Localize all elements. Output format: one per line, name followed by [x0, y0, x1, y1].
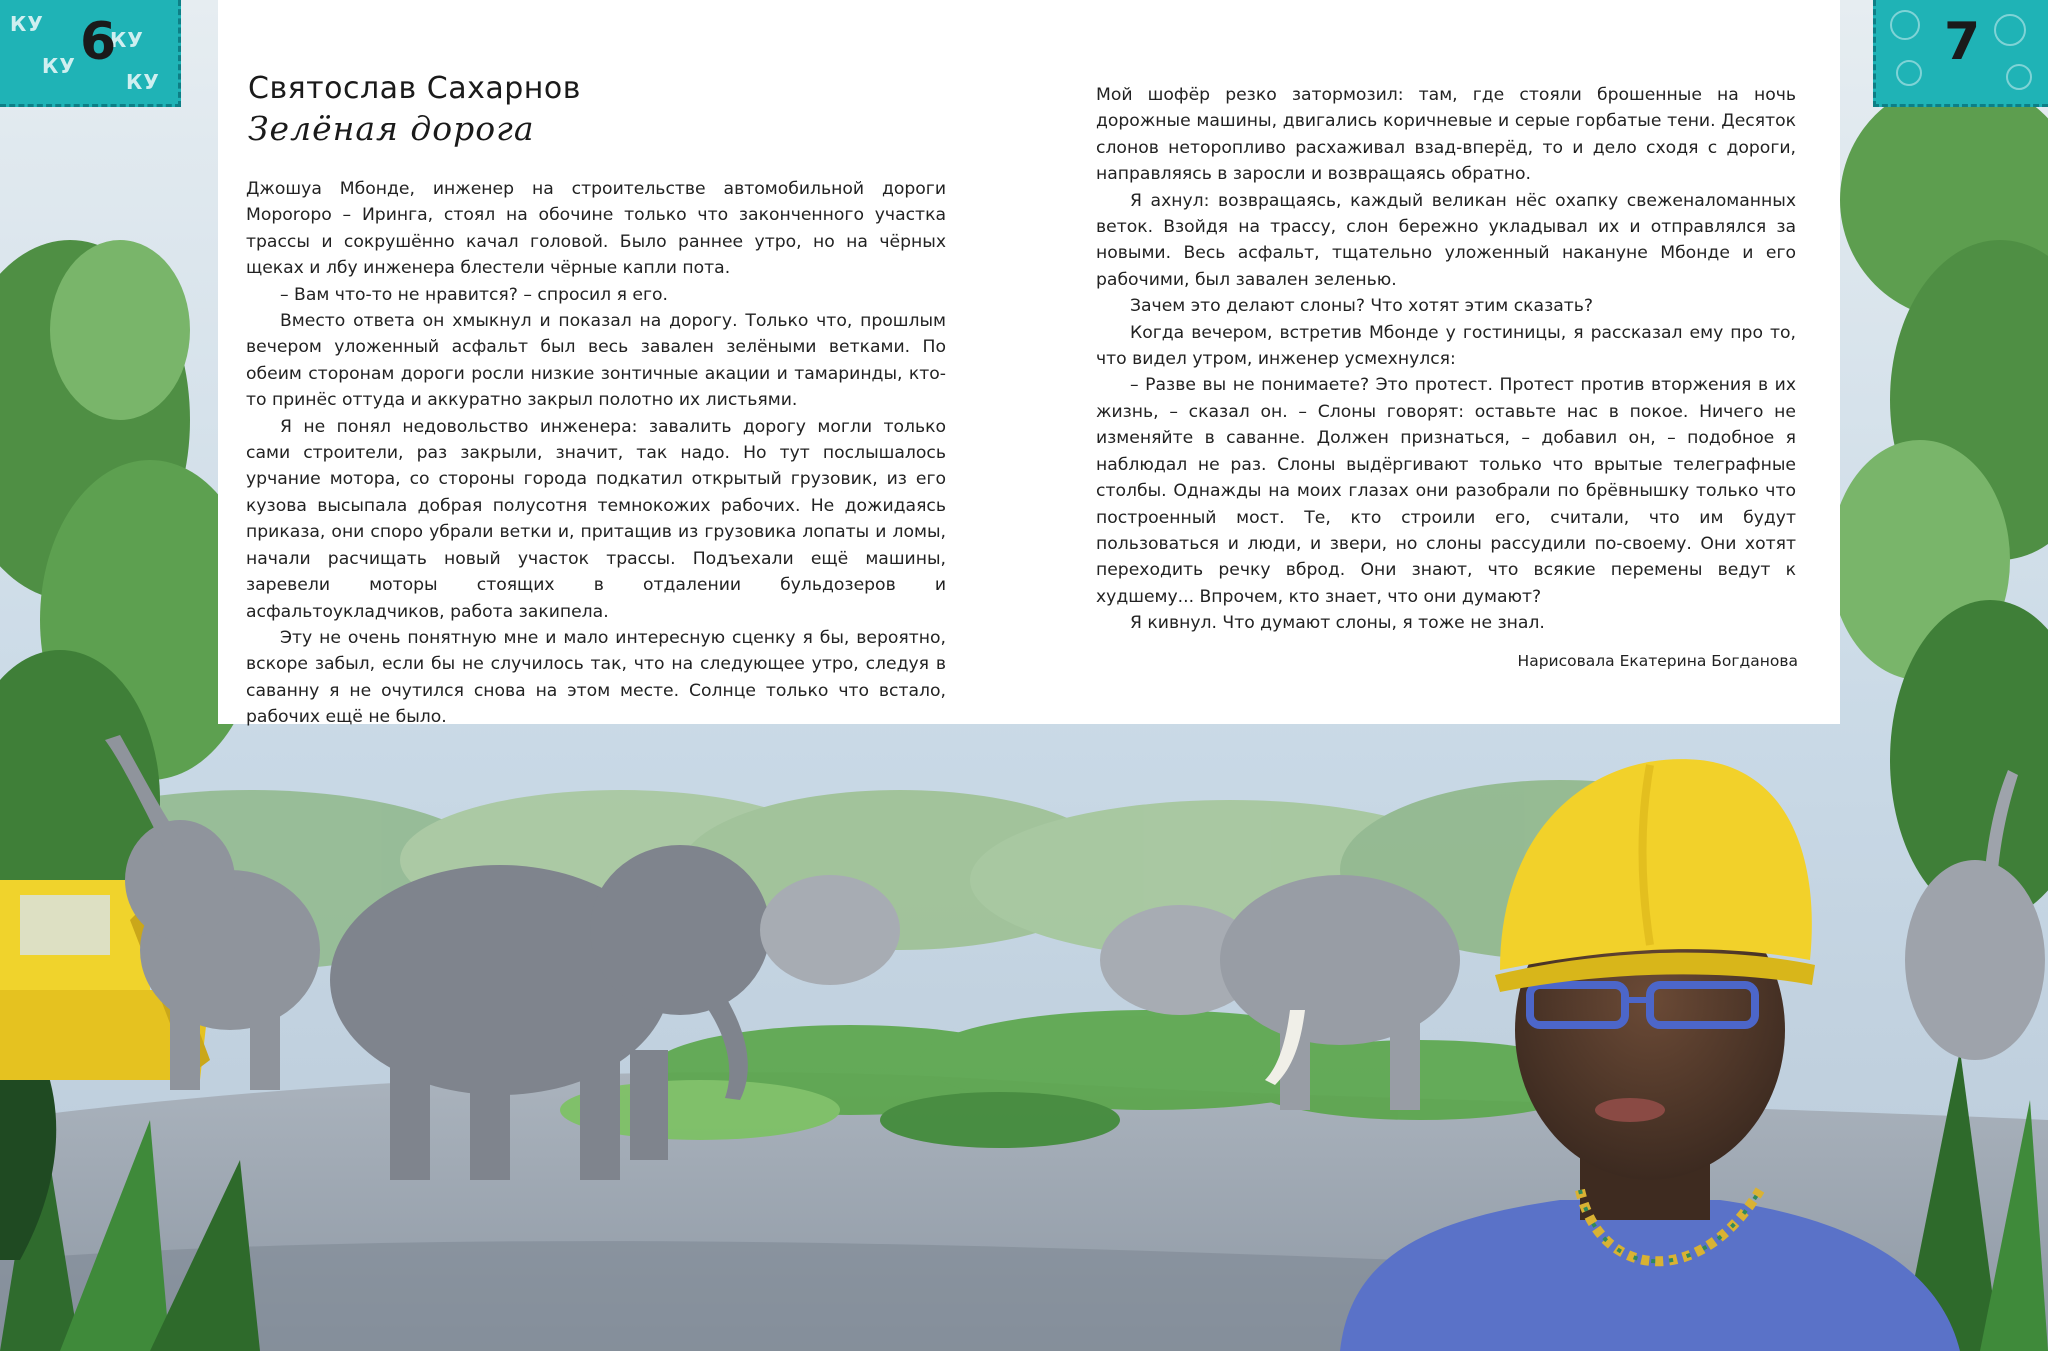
swirl-pattern: [1994, 14, 2026, 46]
paragraph: Я ахнул: возвращаясь, каждый великан нёс охапку свеженаломанных веток. Взойдя на трассу, слон бережно укладывал их и отправлялся за новыми. Весь асфальт, тщательно уложенный накануне Мбонде и его рабочими, был завален зеленью.: [1096, 190, 1796, 290]
paragraph: Эту не очень понятную мне и мало интересную сценку я бы, вероятно, вскоре забыл, если бы не случилось так, что на следующее утро, следуя в саванну я не очутился снова на этом месте. Солнце только что встало, рабочих ещё не было.: [246, 627, 946, 728]
swirl-pattern: [2006, 64, 2032, 90]
ku-pattern: КУ: [126, 70, 160, 94]
paragraph: Мой шофёр резко затормозил: там, где стояли брошенные на ночь дорожные машины, двигались коричневые и серые горбатые тени. Десяток слонов неторопливо расхаживал взад-вперёд, то и дело сходя с дороги, направляясь в заросли и возвращаясь обратно.: [1096, 85, 1796, 185]
author-name: Святослав Сахарнов: [248, 71, 581, 106]
ku-pattern: КУ: [42, 54, 76, 78]
paragraph: Когда вечером, встретив Мбонде у гостиницы, я рассказал ему про то, что видел утром, инженер усмехнулся:: [1096, 322, 1796, 370]
text-panel: [218, 0, 1840, 728]
left-column: [246, 176, 946, 731]
swirl-pattern: [1896, 60, 1922, 86]
page-number-right: 7: [1944, 12, 1981, 72]
illustrator-credit: Нарисовала Екатерина Богданова: [1517, 652, 1798, 670]
page-tab-left: [0, 0, 181, 107]
ku-pattern: КУ: [10, 12, 44, 36]
paragraph: – Разве вы не понимаете? Это протест. Протест против вторжения в их жизнь, – сказал он. – Слоны говорят: оставьте нас в покое. Ничего не изменяйте в саванне. Должен признаться, – добавил он, – подобное я наблюдал не раз. Слоны выдёргивают только что врытые телеграфные столбы. Однажды на моих глазах они разобрали по брёвнышку только что построенный мост. Те, кто строили его, считали, что им будут пользоваться и люди, и звери, но слоны рассудили по-своему. Они хотят переходить речку вброд. Они знают, что всякие перемены ведут к худшему... Впрочем, кто знает, что они думают?: [1096, 375, 1796, 607]
story-title: Зелёная дорога: [248, 109, 535, 148]
ku-pattern: КУ: [110, 28, 144, 52]
paragraph: Я кивнул. Что думают слоны, я тоже не знал.: [1130, 613, 1545, 634]
paragraph: Я не понял недовольство инженера: завалить дорогу могли только сами строители, раз закрыли, значит, так надо. Но тут послышалось урчание мотора, со стороны города подкатил открытый грузовик, из его кузова высыпала добрая полусотня темнокожих рабочих. Не дожидаясь приказа, они споро убрали ветки и, притащив из грузовика лопаты и ломы, начали расчищать новый участок трассы. Подъехали ещё машины, заревели моторы стоящих в отдалении бульдозеров и асфальтоукладчиков, работа закипела.: [246, 416, 946, 622]
right-column: [1096, 82, 1796, 637]
swirl-pattern: [1890, 10, 1920, 40]
page-number-left: 6: [80, 12, 117, 72]
page-tab-right: [1873, 0, 2048, 107]
paragraph: Вместо ответа он хмыкнул и показал на дорогу. Только что, прошлым вечером уложенный асфальт был весь завален зелёными ветками. По обеим сторонам дороги росли низкие зонтичные акации и тамаринды, кто-то принёс оттуда и аккуратно закрыл полотно их листьями.: [246, 311, 946, 411]
paragraph: – Вам что-то не нравится? – спросил я его.: [280, 284, 668, 305]
paragraph: Зачем это делают слоны? Что хотят этим сказать?: [1130, 296, 1594, 317]
paragraph: Джошуа Мбонде, инженер на строительстве автомобильной дороги Мороrоро – Иринга, стоял на обочине только что законченного участка трассы и сокрушённо качал головой. Было раннее утро, но на чёрных щеках и лбу инженера блестели чёрные капли пота.: [246, 179, 946, 279]
